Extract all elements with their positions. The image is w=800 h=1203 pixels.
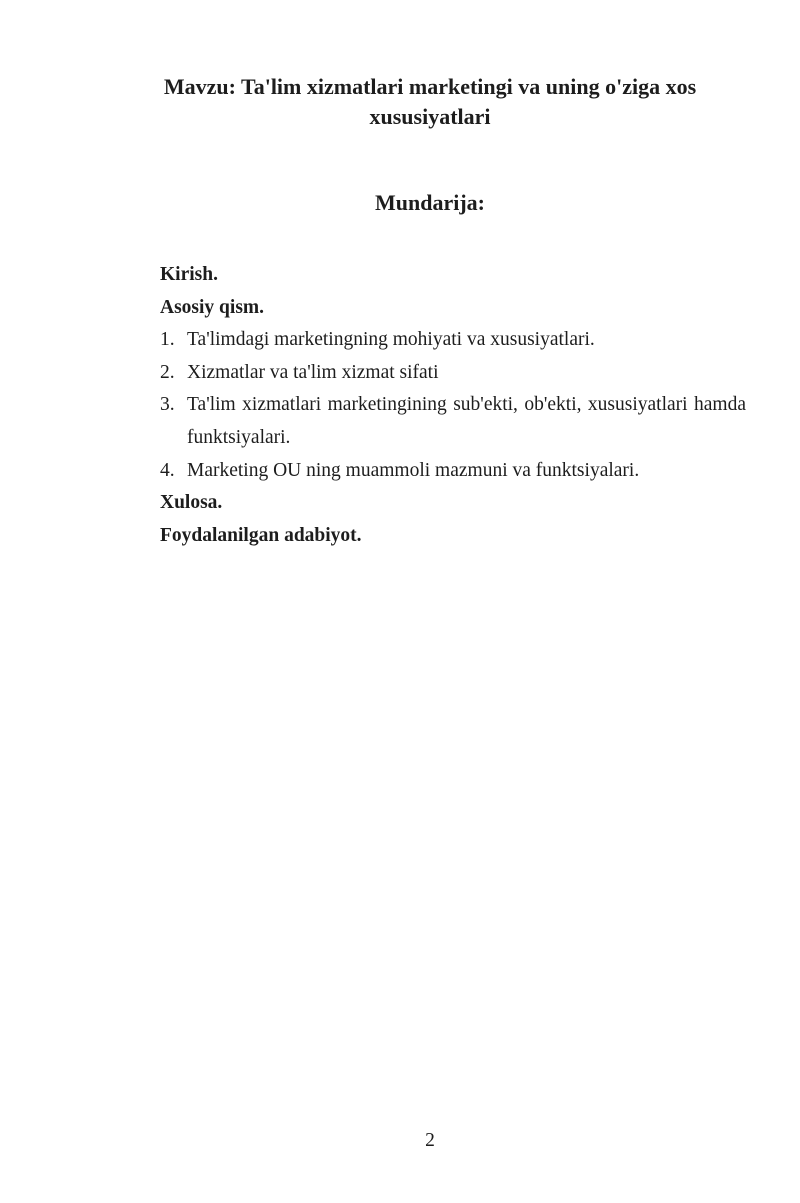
- toc-item-1-number: 1.: [160, 329, 175, 351]
- toc-item-2-number: 2.: [160, 361, 175, 383]
- document-page: [0, 72, 800, 1203]
- toc-list: [160, 259, 746, 552]
- toc-item-4-text: Marketing OU ning muammoli mazmuni va funktsiyalari.: [187, 459, 640, 481]
- toc-heading: Mundarija:: [375, 190, 485, 215]
- toc-entry-foydalanilgan-adabiyot: Foydalanilgan adabiyot.: [160, 524, 362, 546]
- toc-item-3-number: 3.: [160, 394, 175, 416]
- toc-item-1: [160, 324, 746, 357]
- toc-entry-kirish: Kirish.: [160, 264, 218, 285]
- document-title: Mavzu: Ta'lim xizmatlari marketingi va uning o'ziga xos xususiyatlari: [163, 74, 697, 129]
- page-number: 2: [425, 1130, 435, 1151]
- toc-item-3: [160, 389, 746, 454]
- toc-item-3-text: Ta'lim xizmatlari marketingining sub'ekti, ob'ekti, xususiyatlari hamda funktsiyalari.: [187, 394, 746, 448]
- toc-item-1-text: Ta'limdagi marketingning mohiyati va xususiyatlari.: [187, 329, 595, 351]
- toc-item-2-text: Xizmatlar va ta'lim xizmat sifati: [187, 361, 439, 383]
- toc-entry-asosiy-qism: Asosiy qism.: [160, 296, 265, 318]
- toc-item-4: [160, 455, 746, 488]
- toc-item-2: [160, 357, 746, 390]
- toc-item-4-number: 4.: [160, 459, 175, 481]
- toc-entry-xulosa: Xulosa.: [160, 492, 223, 514]
